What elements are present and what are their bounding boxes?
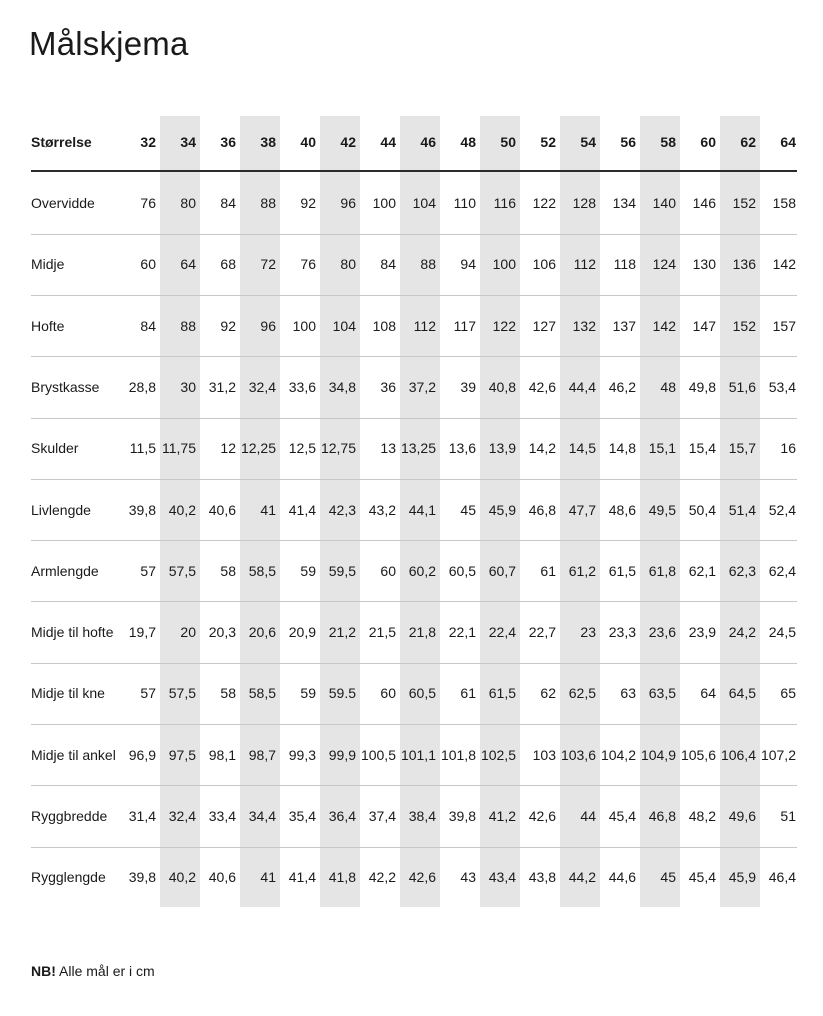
- table-cell: 137: [612, 317, 636, 334]
- table-cell: 76: [140, 195, 156, 211]
- size-chart-table: [31, 116, 797, 907]
- footnote: [31, 961, 155, 981]
- table-cell: 59.5: [328, 685, 356, 702]
- table-cell: 152: [732, 317, 756, 334]
- table-cell: 39,8: [128, 501, 156, 518]
- table-cell: 14,2: [528, 440, 556, 457]
- table-cell: 20: [180, 624, 196, 641]
- size-header: 44: [380, 134, 396, 150]
- table-cell: 51,6: [728, 378, 756, 395]
- table-cell: 80: [340, 256, 356, 273]
- table-cell: 40,6: [208, 501, 236, 518]
- table-cell: 88: [260, 195, 276, 211]
- row-divider: [31, 785, 797, 786]
- table-cell: 64: [180, 256, 196, 273]
- table-cell: 42,2: [368, 869, 396, 886]
- table-cell: 13,6: [448, 440, 476, 457]
- table-cell: 64: [700, 685, 716, 702]
- table-cell: 146: [692, 195, 716, 211]
- row-label: Brystkasse: [31, 378, 100, 395]
- page-title: Målskjema: [29, 25, 189, 62]
- size-header: 38: [260, 134, 276, 150]
- table-cell: 20,9: [288, 624, 316, 641]
- size-header: 56: [620, 134, 636, 150]
- table-cell: 107,2: [760, 746, 796, 763]
- table-cell: 112: [413, 317, 436, 334]
- table-cell: 118: [613, 256, 636, 273]
- size-header: 48: [460, 134, 476, 150]
- table-cell: 44: [580, 808, 596, 824]
- table-cell: 62,4: [768, 562, 796, 579]
- table-cell: 100,5: [360, 746, 396, 763]
- table-cell: 158: [772, 195, 796, 211]
- table-cell: 103,6: [560, 746, 596, 763]
- table-cell: 23,6: [648, 624, 676, 641]
- table-cell: 48: [660, 378, 676, 395]
- table-cell: 147: [692, 317, 716, 334]
- table-cell: 41,2: [488, 808, 516, 824]
- table-cell: 13,9: [488, 440, 516, 457]
- table-cell: 94: [460, 256, 476, 273]
- table-cell: 60,5: [408, 685, 436, 702]
- table-cell: 57,5: [168, 562, 196, 579]
- row-label: Armlengde: [31, 562, 99, 579]
- table-cell: 45,4: [608, 808, 636, 824]
- table-cell: 40,2: [168, 501, 196, 518]
- table-cell: 41,4: [288, 501, 316, 518]
- table-cell: 92: [300, 195, 316, 211]
- table-cell: 130: [692, 256, 716, 273]
- table-cell: 136: [732, 256, 756, 273]
- table-cell: 15,7: [728, 440, 756, 457]
- size-header: 64: [780, 134, 796, 150]
- table-cell: 40,2: [168, 869, 196, 886]
- row-label: Hofte: [31, 317, 65, 334]
- table-cell: 62,5: [568, 685, 596, 702]
- row-divider: [31, 663, 797, 664]
- row-divider: [31, 356, 797, 357]
- table-cell: 106,4: [720, 746, 756, 763]
- table-cell: 62: [540, 685, 556, 702]
- table-cell: 103: [532, 746, 556, 763]
- table-cell: 12,25: [240, 440, 276, 457]
- table-cell: 68: [220, 256, 236, 273]
- table-cell: 41,8: [328, 869, 356, 886]
- table-cell: 43: [460, 869, 476, 886]
- table-cell: 112: [573, 256, 596, 273]
- table-cell: 44,6: [608, 869, 636, 886]
- table-cell: 28,8: [128, 378, 156, 395]
- table-cell: 23,3: [608, 624, 636, 641]
- table-cell: 14,5: [568, 440, 596, 457]
- table-cell: 12,75: [320, 440, 356, 457]
- row-label: Ryggbredde: [31, 808, 108, 824]
- table-cell: 49,8: [688, 378, 716, 395]
- table-cell: 59,5: [328, 562, 356, 579]
- table-cell: 99,3: [288, 746, 316, 763]
- table-cell: 44,2: [568, 869, 596, 886]
- table-cell: 62,1: [688, 562, 716, 579]
- table-cell: 46,2: [608, 378, 636, 395]
- table-cell: 21,2: [328, 624, 356, 641]
- table-cell: 88: [180, 317, 196, 334]
- table-cell: 45,9: [728, 869, 756, 886]
- size-header: 50: [500, 134, 516, 150]
- table-cell: 52,4: [768, 501, 796, 518]
- table-cell: 45,9: [488, 501, 516, 518]
- table-cell: 34,8: [328, 378, 356, 395]
- row-label: Rygglengde: [31, 869, 106, 886]
- table-cell: 60,2: [408, 562, 436, 579]
- table-cell: 60: [140, 256, 156, 273]
- table-cell: 43,2: [368, 501, 396, 518]
- table-cell: 104: [332, 317, 356, 334]
- row-label: Midje til hofte: [31, 624, 114, 641]
- size-header: 46: [420, 134, 436, 150]
- table-cell: 58,5: [248, 562, 276, 579]
- footnote-text: Alle mål er i cm: [59, 963, 155, 979]
- table-cell: 58: [220, 562, 236, 579]
- table-cell: 40,8: [488, 378, 516, 395]
- table-cell: 15,1: [648, 440, 676, 457]
- size-header: 40: [300, 134, 316, 150]
- table-cell: 98,7: [248, 746, 276, 763]
- table-cell: 60,5: [448, 562, 476, 579]
- table-cell: 61: [460, 685, 476, 702]
- table-cell: 46,4: [768, 869, 796, 886]
- table-cell: 76: [300, 256, 316, 273]
- table-cell: 62,3: [728, 562, 756, 579]
- table-cell: 40,6: [208, 869, 236, 886]
- row-divider: [31, 418, 797, 419]
- table-cell: 99,9: [328, 746, 356, 763]
- size-header: 62: [740, 134, 756, 150]
- table-cell: 157: [772, 317, 796, 334]
- table-cell: 24,5: [768, 624, 796, 641]
- table-cell: 58,5: [248, 685, 276, 702]
- table-cell: 32,4: [168, 808, 196, 824]
- table-cell: 48,6: [608, 501, 636, 518]
- table-cell: 61,8: [648, 562, 676, 579]
- table-cell: 100: [292, 317, 316, 334]
- table-cell: 42,6: [528, 808, 556, 824]
- size-header: 60: [700, 134, 716, 150]
- table-cell: 38,4: [408, 808, 436, 824]
- table-cell: 104: [412, 195, 436, 211]
- table-cell: 140: [652, 195, 676, 211]
- row-label: Livlengde: [31, 501, 91, 518]
- table-cell: 21,8: [408, 624, 436, 641]
- size-header: 58: [660, 134, 676, 150]
- table-cell: 61,5: [608, 562, 636, 579]
- table-cell: 142: [772, 256, 796, 273]
- table-cell: 15,4: [688, 440, 716, 457]
- row-divider: [31, 234, 797, 235]
- table-cell: 33,6: [288, 378, 316, 395]
- table-cell: 88: [420, 256, 436, 273]
- size-header: 54: [580, 134, 596, 150]
- table-cell: 122: [492, 317, 516, 334]
- table-cell: 57,5: [168, 685, 196, 702]
- row-label: Midje til ankel: [31, 746, 116, 763]
- table-cell: 13,25: [400, 440, 436, 457]
- table-cell: 49,6: [728, 808, 756, 824]
- table-cell: 58: [220, 685, 236, 702]
- row-label: Midje: [31, 256, 65, 273]
- table-cell: 117: [453, 317, 476, 334]
- table-cell: 98,1: [208, 746, 236, 763]
- table-cell: 16: [780, 440, 796, 457]
- table-cell: 41,4: [288, 869, 316, 886]
- row-divider: [31, 479, 797, 480]
- table-cell: 14,8: [608, 440, 636, 457]
- footnote-bold: NB!: [31, 963, 56, 979]
- table-cell: 60,7: [488, 562, 516, 579]
- table-cell: 51: [780, 808, 796, 824]
- table-cell: 35,4: [288, 808, 316, 824]
- row-divider: [31, 540, 797, 541]
- table-cell: 44,4: [568, 378, 596, 395]
- table-cell: 42,6: [408, 869, 436, 886]
- table-cell: 96: [340, 195, 356, 211]
- row-label: Midje til kne: [31, 685, 105, 702]
- size-header: 42: [340, 134, 356, 150]
- table-cell: 30: [180, 378, 196, 395]
- table-cell: 31,4: [128, 808, 156, 824]
- table-cell: 23: [580, 624, 596, 641]
- table-cell: 37,2: [408, 378, 436, 395]
- size-header: 34: [180, 134, 196, 150]
- table-cell: 43,8: [528, 869, 556, 886]
- table-cell: 128: [572, 195, 596, 211]
- table-cell: 61: [540, 562, 556, 579]
- table-cell: 84: [140, 317, 156, 334]
- table-cell: 57: [140, 685, 156, 702]
- table-cell: 11,75: [162, 440, 196, 457]
- table-cell: 39,8: [128, 869, 156, 886]
- table-cell: 36,4: [328, 808, 356, 824]
- table-cell: 46,8: [528, 501, 556, 518]
- table-cell: 41: [260, 501, 276, 518]
- table-cell: 96: [260, 317, 276, 334]
- table-cell: 45,4: [688, 869, 716, 886]
- table-cell: 24,2: [728, 624, 756, 641]
- table-cell: 106: [532, 256, 556, 273]
- table-cell: 92: [220, 317, 236, 334]
- table-cell: 116: [493, 195, 516, 211]
- table-cell: 104,9: [640, 746, 676, 763]
- table-cell: 22,4: [488, 624, 516, 641]
- table-cell: 43,4: [488, 869, 516, 886]
- table-cell: 48,2: [688, 808, 716, 824]
- table-cell: 60: [380, 685, 396, 702]
- table-cell: 134: [612, 195, 636, 211]
- table-cell: 12,5: [288, 440, 316, 457]
- table-cell: 102,5: [480, 746, 516, 763]
- table-cell: 45: [660, 869, 676, 886]
- row-divider: [31, 601, 797, 602]
- table-cell: 97,5: [168, 746, 196, 763]
- table-cell: 80: [180, 195, 196, 211]
- table-cell: 42,6: [528, 378, 556, 395]
- table-cell: 11,5: [129, 440, 156, 457]
- table-cell: 50,4: [688, 501, 716, 518]
- table-cell: 122: [532, 195, 556, 211]
- table-cell: 101,1: [400, 746, 436, 763]
- table-cell: 72: [260, 256, 276, 273]
- table-cell: 46,8: [648, 808, 676, 824]
- table-cell: 44,1: [408, 501, 436, 518]
- table-cell: 37,4: [368, 808, 396, 824]
- table-cell: 13: [380, 440, 396, 457]
- table-cell: 63,5: [648, 685, 676, 702]
- table-cell: 19,7: [128, 624, 156, 641]
- table-cell: 100: [372, 195, 396, 211]
- table-cell: 20,3: [208, 624, 236, 641]
- table-cell: 45: [460, 501, 476, 518]
- table-cell: 108: [372, 317, 396, 334]
- size-header: 52: [540, 134, 556, 150]
- table-cell: 60: [380, 562, 396, 579]
- table-cell: 59: [300, 685, 316, 702]
- table-cell: 132: [572, 317, 596, 334]
- table-cell: 31,2: [208, 378, 236, 395]
- size-header: 36: [220, 134, 236, 150]
- table-cell: 127: [532, 317, 556, 334]
- table-cell: 42,3: [328, 501, 356, 518]
- table-cell: 22,1: [448, 624, 476, 641]
- table-cell: 23,9: [688, 624, 716, 641]
- table-cell: 84: [380, 256, 396, 273]
- table-cell: 32,4: [248, 378, 276, 395]
- table-cell: 36: [380, 378, 396, 395]
- header-label: Størrelse: [31, 134, 92, 150]
- table-cell: 34,4: [248, 808, 276, 824]
- table-cell: 59: [300, 562, 316, 579]
- table-cell: 12: [220, 440, 236, 457]
- table-cell: 105,6: [680, 746, 716, 763]
- table-cell: 61,5: [488, 685, 516, 702]
- table-cell: 64,5: [728, 685, 756, 702]
- table-cell: 61,2: [568, 562, 596, 579]
- table-cell: 100: [492, 256, 516, 273]
- table-cell: 39: [460, 378, 476, 395]
- table-cell: 63: [620, 685, 636, 702]
- header-divider: [31, 170, 797, 172]
- table-cell: 33,4: [208, 808, 236, 824]
- table-cell: 47,7: [568, 501, 596, 518]
- table-cell: 51,4: [728, 501, 756, 518]
- table-cell: 152: [732, 195, 756, 211]
- row-divider: [31, 724, 797, 725]
- row-divider: [31, 295, 797, 296]
- table-cell: 101,8: [440, 746, 476, 763]
- table-cell: 41: [260, 869, 276, 886]
- table-cell: 49,5: [648, 501, 676, 518]
- size-header: 32: [140, 134, 156, 150]
- table-cell: 20,6: [248, 624, 276, 641]
- table-cell: 57: [140, 562, 156, 579]
- table-cell: 84: [220, 195, 236, 211]
- table-cell: 104,2: [600, 746, 636, 763]
- row-label: Skulder: [31, 440, 79, 457]
- row-label: Overvidde: [31, 195, 95, 211]
- table-cell: 39,8: [448, 808, 476, 824]
- table-cell: 21,5: [368, 624, 396, 641]
- table-cell: 65: [780, 685, 796, 702]
- table-cell: 124: [652, 256, 676, 273]
- table-cell: 22,7: [528, 624, 556, 641]
- table-cell: 110: [453, 195, 476, 211]
- table-cell: 53,4: [768, 378, 796, 395]
- table-cell: 142: [652, 317, 676, 334]
- table-cell: 96,9: [128, 746, 156, 763]
- row-divider: [31, 847, 797, 848]
